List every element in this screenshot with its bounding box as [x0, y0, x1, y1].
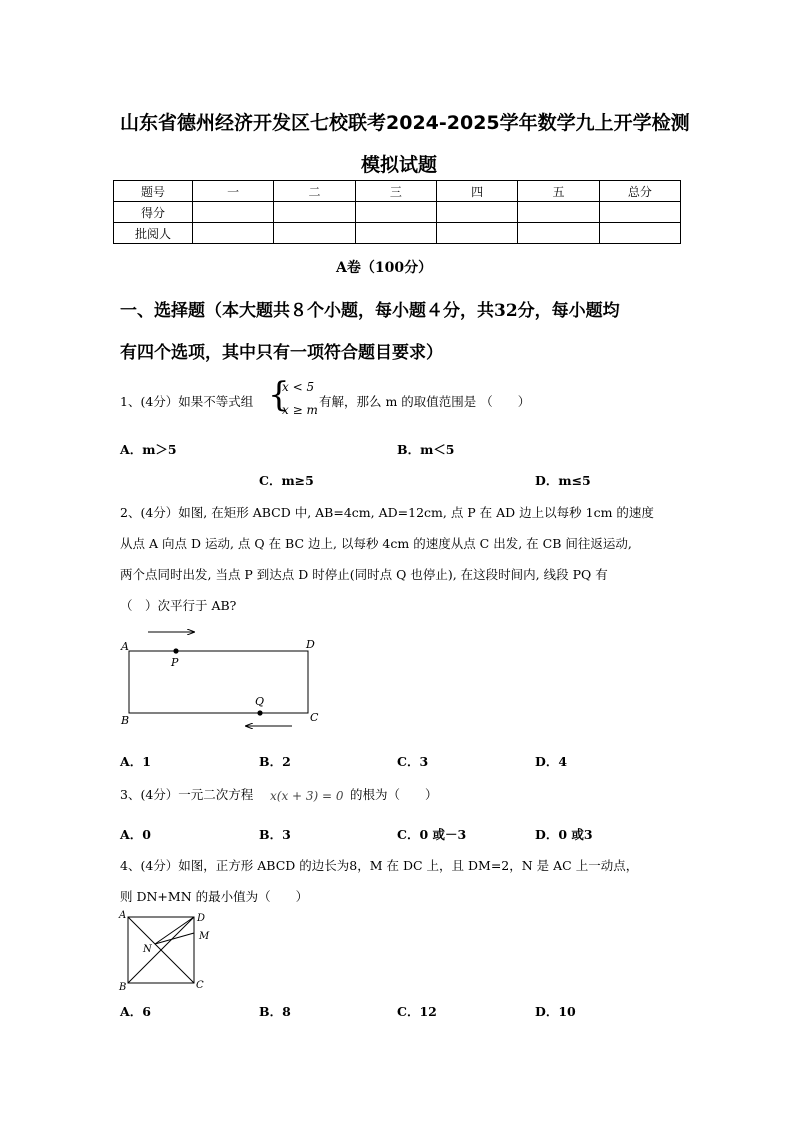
question-3-option-b[interactable]: B．3: [259, 827, 291, 842]
question-1-option-b[interactable]: B．m＜5: [397, 442, 455, 457]
question-1-option-c[interactable]: C．m≥5: [259, 473, 314, 488]
score-cell: [355, 202, 436, 223]
question-2-line: 从点 A 向点 D 运动, 点 Q 在 BC 边上, 以每秒 4cm 的速度从点 C 出发, 在 CB 间往返运动,: [120, 536, 632, 551]
rectangle-shape: [129, 651, 308, 713]
label-m: M: [199, 931, 210, 942]
brace-symbol: {: [268, 375, 290, 415]
question-3-stem-before: 3、(4分）一元二次方程: [120, 787, 254, 802]
score-cell: [599, 202, 680, 223]
score-cell: [274, 223, 355, 244]
question-2-option-d[interactable]: D．4: [535, 754, 568, 769]
score-table-header-cell: 三: [355, 181, 436, 202]
question-4-option-d[interactable]: D．10: [535, 1004, 576, 1019]
question-4-line: 则 DN+MN 的最小值为（ ）: [120, 889, 309, 904]
score-cell: [436, 202, 517, 223]
question-4-option-a[interactable]: A．6: [120, 1004, 151, 1019]
score-cell: [355, 223, 436, 244]
label-c: C: [196, 980, 204, 991]
point-p: [173, 648, 178, 653]
score-cell: [518, 223, 599, 244]
question-3-option-a[interactable]: A．0: [120, 827, 151, 842]
score-cell: [193, 223, 274, 244]
question-1-system-line2: x ≥ m: [282, 403, 318, 417]
score-table-header-row: [114, 181, 681, 202]
question-1-stem-before: 1、(4分）如果不等式组: [120, 394, 254, 409]
label-p: P: [171, 656, 179, 669]
label-n: N: [143, 944, 152, 955]
score-table-header-cell: 总分: [599, 181, 680, 202]
score-table-header-cell: 四: [436, 181, 517, 202]
rectangle-abcd-figure: [112, 620, 332, 730]
segment-mn: [155, 933, 194, 944]
score-table-header-cell: 五: [518, 181, 599, 202]
label-d: D: [306, 638, 315, 651]
section-heading-line2: 有四个选项，其中只有一项符合题目要求）: [120, 343, 443, 363]
question-3-option-c[interactable]: C．0 或－3: [397, 827, 467, 842]
label-q: Q: [255, 695, 265, 708]
question-4-option-b[interactable]: B．8: [259, 1004, 291, 1019]
label-c: C: [310, 711, 319, 724]
label-a: A: [121, 640, 129, 653]
question-2-line: （ ）次平行于 AB?: [120, 598, 237, 613]
score-table-row-label: 得分: [114, 202, 193, 223]
question-4-line: 4、(4分）如图，正方形 ABCD 的边长为8，M 在 DC 上，且 DM=2，N 是 AC 上一动点，: [120, 858, 639, 873]
score-table: [113, 180, 681, 244]
question-1-option-a[interactable]: A．m＞5: [120, 442, 177, 457]
question-2-option-a[interactable]: A．1: [120, 754, 151, 769]
segment-dn: [155, 917, 194, 944]
section-heading-line1: 一、选择题（本大题共８个小题，每小题４分，共32分，每小题均: [120, 301, 620, 321]
score-cell: [274, 202, 355, 223]
score-cell: [599, 223, 680, 244]
question-2-line: 两个点同时出发, 当点 P 到达点 D 时停止(同时点 Q 也停止), 在这段时间内, 线段 PQ 有: [120, 567, 608, 582]
question-3-stem-after: 的根为（ ）: [350, 787, 438, 802]
question-1-option-d[interactable]: D．m≤5: [535, 473, 591, 488]
question-4-option-c[interactable]: C．12: [397, 1004, 437, 1019]
label-a: A: [119, 910, 127, 921]
question-2-option-c[interactable]: C．3: [397, 754, 429, 769]
score-cell: [193, 202, 274, 223]
document-title-line1: 山东省德州经济开发区七校联考2024-2025学年数学九上开学检测: [120, 112, 690, 134]
volume-heading: A卷（100分）: [336, 260, 433, 276]
score-table-header-cell: 一: [193, 181, 274, 202]
question-3-option-d[interactable]: D．0 或3: [535, 827, 593, 842]
question-3-equation: x(x + 3) = 0: [270, 789, 344, 803]
score-table-header-cell: 二: [274, 181, 355, 202]
point-q: [257, 710, 262, 715]
score-table-row-label: 批阅人: [114, 223, 193, 244]
score-table-row: [114, 223, 681, 244]
label-b: B: [119, 982, 127, 993]
label-b: B: [121, 714, 130, 727]
question-1-stem-after: 有解，那么 m 的取值范围是 （ ）: [319, 394, 531, 409]
question-2-line: 2、(4分）如图, 在矩形 ABCD 中, AB=4cm, AD=12cm, 点 P 在 AD 边上以每秒 1cm 的速度: [120, 505, 654, 520]
square-abcd-figure: [114, 908, 224, 994]
question-2-option-b[interactable]: B．2: [259, 754, 291, 769]
score-table-header-cell: 题号: [114, 181, 193, 202]
score-cell: [436, 223, 517, 244]
score-cell: [518, 202, 599, 223]
label-d: D: [197, 913, 206, 924]
score-table-row: [114, 202, 681, 223]
question-1-system-line1: x < 5: [282, 380, 315, 394]
document-title-line2: 模拟试题: [361, 154, 438, 176]
